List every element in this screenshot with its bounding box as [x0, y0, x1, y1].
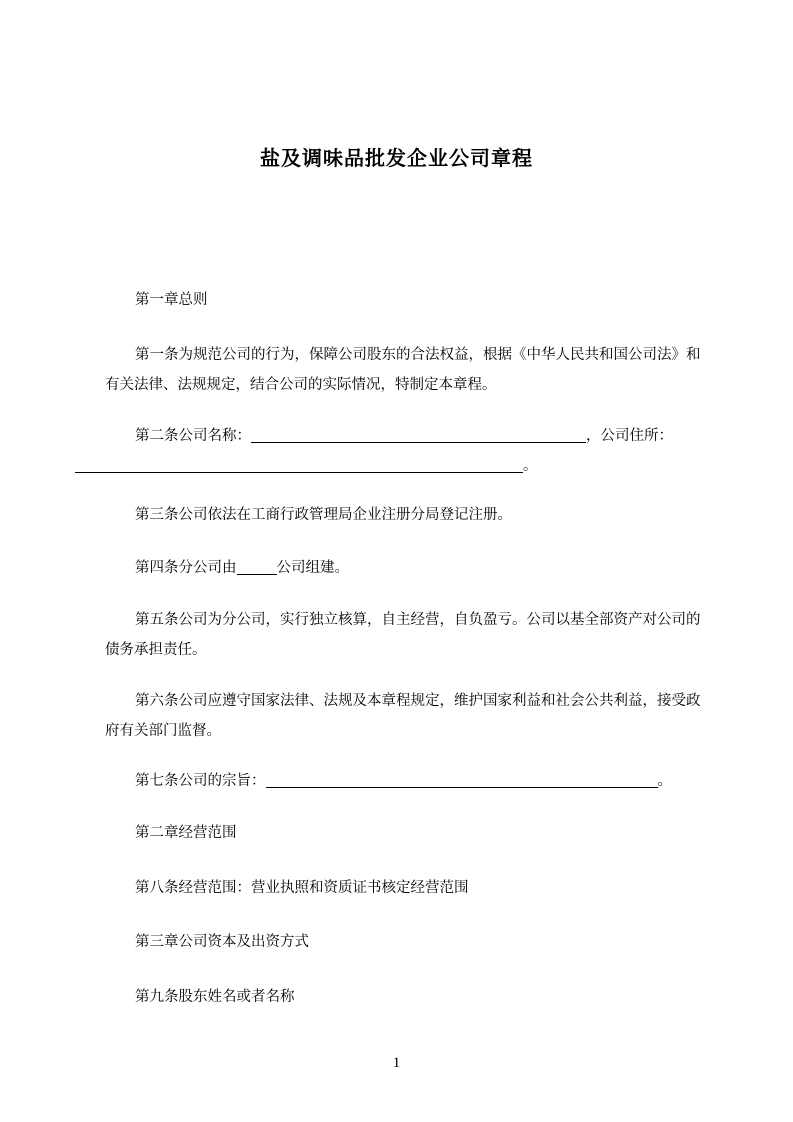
article-9: 第九条股东姓名或者名称 — [135, 989, 295, 1005]
article-3: 第三条公司依法在工商行政管理局企业注册分局登记注册。 — [135, 507, 512, 523]
article-6: 第六条公司应遵守国家法律、法规及本章程规定，维护国家利益和社会公共利益，接受政府有关部门监督。 — [105, 693, 701, 739]
article-2 — [105, 421, 705, 481]
parent-company-blank — [237, 558, 277, 575]
chapter-3-heading: 第三章公司资本及出资方式 — [135, 934, 309, 950]
company-name-blank — [251, 426, 586, 443]
chapter-1-heading: 第一章总则 — [135, 292, 208, 308]
article-4 — [105, 553, 705, 583]
document-title: 盐及调味品批发企业公司章程 — [260, 146, 533, 170]
article-4-suffix: 公司组建。 — [276, 560, 349, 576]
chapter-2-heading: 第二章经营范围 — [135, 825, 237, 841]
article-1: 第一条为规范公司的行为，保障公司股东的合法权益，根据《中华人民共和国公司法》和有关法律、法规规定，结合公司的实际情况，特制定本章程。 — [105, 347, 701, 393]
article-2-address-label: ，公司住所： — [586, 428, 673, 444]
article-7 — [105, 766, 705, 796]
article-4-label: 第四条分公司由 — [135, 560, 237, 576]
article-7-end: 。 — [657, 773, 672, 789]
article-2-label: 第二条公司名称： — [135, 428, 251, 444]
article-5: 第五条公司为分公司，实行独立核算，自主经营，自负盈亏。公司以基全部资产对公司的债务承担责任。 — [105, 612, 701, 658]
company-address-blank — [75, 456, 523, 473]
article-8: 第八条经营范围：营业执照和资质证书核定经营范围 — [135, 880, 469, 896]
article-2-end: 。 — [523, 458, 538, 474]
company-purpose-blank — [266, 771, 658, 788]
page-number: 1 — [392, 1055, 401, 1071]
article-7-label: 第七条公司的宗旨： — [135, 773, 266, 789]
